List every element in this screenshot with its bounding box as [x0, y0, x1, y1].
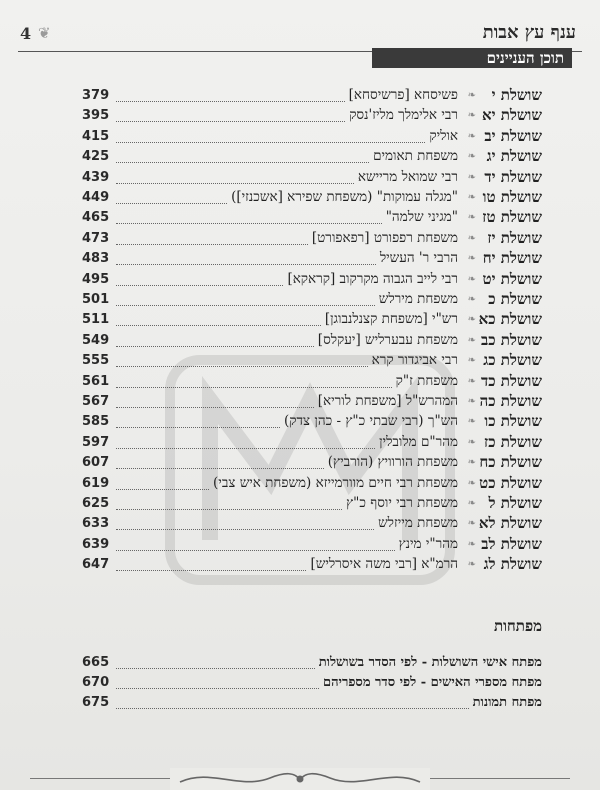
toc-entry-name: משפחת עבערליש [יעקלס]	[317, 331, 458, 348]
toc-row[interactable]	[82, 555, 542, 577]
flourish-icon: ❧	[467, 171, 476, 183]
dot-leader	[116, 387, 392, 388]
toc-chain-label: שושלת כז	[484, 432, 542, 451]
toc-page-number: 425	[82, 149, 110, 165]
toc-page-number: 619	[82, 475, 110, 491]
toc-page-number: 501	[82, 292, 110, 307]
dot-leader	[116, 529, 374, 530]
toc-chain-label: שושלת יז	[487, 228, 542, 247]
toc-entry-name: רבי לייב הגבוה מקרקוב [קראקא]	[287, 270, 458, 287]
toc-row[interactable]	[82, 270, 542, 292]
toc-entry-name: אוליק	[429, 127, 458, 144]
toc-row[interactable]	[82, 392, 542, 414]
toc-page-number: 639	[82, 536, 110, 552]
index-row[interactable]	[82, 673, 542, 695]
toc-chain-label: שושלת כא	[478, 310, 542, 329]
toc-page-number: 465	[82, 210, 110, 226]
toc-row[interactable]	[82, 331, 542, 353]
toc-page-number: 567	[82, 394, 110, 409]
toc-chain-label: שושלת כה	[479, 392, 542, 410]
dot-leader	[116, 244, 308, 245]
dot-leader	[116, 162, 369, 163]
toc-chain-label: שושלת לג	[483, 555, 542, 574]
toc-page-number: 379	[82, 88, 110, 103]
dot-leader	[116, 285, 283, 286]
toc-entry-name: הרבי ר' העשיל	[379, 250, 458, 267]
flourish-icon: ❧	[467, 559, 476, 571]
toc-page-number: 439	[82, 169, 110, 185]
toc-chain-label: שושלת יד	[484, 167, 542, 186]
toc-row[interactable]	[82, 514, 542, 536]
toc-page-number: 647	[82, 557, 110, 573]
index-entry-name: מפתח אישי השושלות - לפי הסדר בשושלות	[318, 655, 542, 670]
dot-leader	[116, 366, 368, 367]
flourish-icon: ❧	[467, 294, 476, 305]
toc-page-number: 495	[82, 271, 110, 287]
toc-entry-name: משפחת ז"ק	[395, 372, 458, 389]
toc-chain-label: שושלת יב	[484, 126, 542, 145]
toc-entry-name: רבי אביגדור קרא	[371, 352, 458, 369]
toc-row[interactable]	[82, 433, 542, 455]
toc-entry-name: משפחת מירלש	[378, 291, 458, 307]
toc-row[interactable]	[82, 229, 542, 251]
dot-leader	[116, 668, 315, 669]
toc-entry-name: משפחת תאומים	[373, 148, 458, 165]
toc-chain-label: שושלת יג	[486, 147, 542, 166]
toc-row[interactable]	[82, 535, 542, 557]
toc-row[interactable]	[82, 127, 542, 149]
index-section-title: מפתחות	[493, 617, 542, 635]
toc-chain-label: שושלת י	[491, 86, 542, 104]
toc-row[interactable]	[82, 474, 542, 496]
toc-chain-label: שושלת טו	[482, 188, 542, 206]
toc-entry-name: פשיסחא [פרשיסחא]	[348, 87, 458, 103]
dot-leader	[116, 223, 382, 224]
dot-leader	[116, 264, 376, 265]
flourish-icon: ❦	[38, 24, 51, 42]
toc-entry-name: "מגיני שלמה"	[385, 209, 458, 226]
dot-leader	[116, 183, 354, 184]
dot-leader	[116, 407, 314, 408]
toc-row[interactable]	[82, 494, 542, 516]
dot-leader	[116, 101, 345, 102]
toc-row[interactable]	[82, 351, 542, 373]
dot-leader	[116, 570, 306, 571]
toc-chain-label: שושלת כב	[480, 330, 542, 349]
flourish-icon: ❧	[467, 334, 476, 346]
toc-row[interactable]	[82, 412, 542, 434]
toc-chain-label: שושלת ל	[488, 494, 542, 512]
page-number: 4	[20, 24, 32, 43]
toc-page-number: 511	[82, 312, 110, 328]
toc-entry-name: משפחת רפפורט [רפאפורט]	[311, 229, 458, 246]
flourish-icon: ❧	[467, 396, 476, 407]
index-entry-name: מפתח תמונות	[472, 695, 542, 710]
flourish-icon: ❧	[467, 130, 476, 142]
toc-row[interactable]	[82, 168, 542, 190]
toc-entry-name: "מגלה עמוקות" (משפחת שפירא [אשכנזי])	[231, 189, 458, 205]
section-bar: תוכן העניינים	[372, 48, 572, 68]
toc-row[interactable]	[82, 208, 542, 230]
toc-entry-name: רבי שמואל מריישא	[357, 168, 458, 185]
dot-leader	[116, 142, 425, 143]
toc-page-number: 483	[82, 251, 110, 267]
flourish-icon: ❧	[467, 518, 476, 530]
flourish-icon: ❧	[467, 212, 476, 224]
dot-leader	[116, 325, 321, 326]
toc-page-number: 555	[82, 353, 110, 369]
toc-row[interactable]	[82, 188, 542, 210]
flourish-icon: ❧	[467, 314, 476, 326]
scroll-ornament-icon	[170, 768, 430, 790]
toc-page-number: 633	[82, 516, 110, 532]
toc-entry-name: משפחת רבי יוסף כ"ץ	[346, 495, 458, 511]
toc-chain-label: שושלת לב	[481, 534, 542, 553]
flourish-icon: ❧	[467, 192, 476, 203]
dot-leader	[116, 427, 280, 428]
toc-chain-label: שושלת יא	[481, 106, 542, 125]
dot-leader	[116, 468, 324, 469]
toc-row[interactable]	[82, 290, 542, 312]
toc-chain-label: שושלת כח	[479, 453, 542, 472]
flourish-icon: ❧	[467, 538, 476, 550]
toc-page-number: 415	[82, 128, 110, 144]
toc-entry-name: רבי אלימלך מליז'נסק	[349, 107, 458, 124]
dot-leader	[116, 121, 345, 122]
toc-row[interactable]	[82, 106, 542, 128]
toc-chain-label: שושלת כ	[488, 290, 542, 308]
footer-ornament	[30, 768, 570, 790]
flourish-icon: ❧	[467, 151, 476, 163]
toc-page-number: 473	[82, 230, 110, 246]
dot-leader	[116, 448, 375, 449]
index-page-number: 665	[82, 655, 110, 670]
toc-row[interactable]	[82, 372, 542, 394]
toc-entry-name: מהר"י מינץ	[398, 535, 458, 552]
dot-leader	[116, 305, 375, 306]
flourish-icon: ❧	[467, 273, 476, 285]
toc-chain-label: שושלת לא	[478, 514, 542, 533]
flourish-icon: ❧	[467, 110, 476, 122]
toc-row[interactable]	[82, 147, 542, 169]
page-header	[12, 14, 586, 67]
toc-entry-name: המהרש"ל [משפחת לוריא]	[317, 393, 458, 409]
dot-leader	[116, 708, 469, 709]
toc-row[interactable]	[82, 453, 542, 475]
toc-entry-name: הרמ"א [רבי משה איסרליש]	[310, 556, 458, 573]
index-row[interactable]	[82, 653, 542, 675]
dot-leader	[116, 550, 395, 551]
toc-row[interactable]	[82, 86, 542, 108]
index-page-number: 670	[82, 675, 110, 690]
toc-entry-name: הש"ך (רבי שבתי כ"ץ - כהן צדק)	[284, 413, 458, 430]
toc-page-number: 549	[82, 332, 110, 348]
flourish-icon: ❧	[467, 416, 476, 428]
toc-row[interactable]	[82, 310, 542, 332]
flourish-icon: ❧	[467, 253, 476, 265]
toc-page-number: 561	[82, 373, 110, 389]
toc-chain-label: שושלת יח	[482, 249, 542, 268]
toc-entry-name: רש"י [משפחת קצנלנבוגן]	[324, 311, 458, 328]
toc-chain-label: שושלת כו	[484, 412, 542, 431]
toc-entry-name: משפחת רבי חיים מוורמייזא (משפחת איש צבי)	[213, 474, 458, 491]
toc-page-number: 449	[82, 190, 110, 205]
flourish-icon: ❧	[467, 375, 476, 387]
dot-leader	[116, 203, 227, 204]
toc-entry-name: משפחת הורוויץ (הורביץ)	[327, 454, 458, 471]
toc-chain-label: שושלת כט	[479, 473, 542, 492]
flourish-icon: ❧	[467, 90, 476, 101]
toc-chain-label: שושלת כד	[480, 371, 542, 390]
index-page-number: 675	[82, 695, 110, 710]
toc-chain-label: שושלת יט	[482, 269, 542, 288]
toc-page-number: 607	[82, 455, 110, 471]
toc-page-number: 585	[82, 414, 110, 430]
flourish-icon: ❧	[467, 457, 476, 469]
flourish-icon: ❧	[467, 355, 476, 367]
toc-row[interactable]	[82, 249, 542, 271]
dot-leader	[116, 688, 319, 689]
toc-page-number: 597	[82, 434, 110, 450]
flourish-icon: ❧	[467, 232, 476, 244]
dot-leader	[116, 346, 314, 347]
book-title: ענף עץ אבות	[482, 22, 576, 43]
flourish-icon: ❧	[467, 498, 476, 509]
toc-chain-label: שושלת טז	[482, 208, 542, 227]
dot-leader	[116, 509, 342, 510]
toc-entry-name: מהר"ם מלובלין	[379, 433, 458, 450]
toc-chain-label: שושלת כג	[483, 351, 542, 370]
toc-entry-name: משפחת מייזלש	[378, 515, 458, 532]
dot-leader	[116, 489, 209, 490]
flourish-icon: ❧	[467, 477, 476, 489]
flourish-icon: ❧	[467, 436, 476, 448]
toc-page-number: 625	[82, 496, 110, 511]
index-row[interactable]	[82, 693, 542, 715]
toc-page-number: 395	[82, 108, 110, 124]
index-entry-name: מפתח מספרי האישים - לפי סדר מספריהם	[322, 675, 542, 690]
